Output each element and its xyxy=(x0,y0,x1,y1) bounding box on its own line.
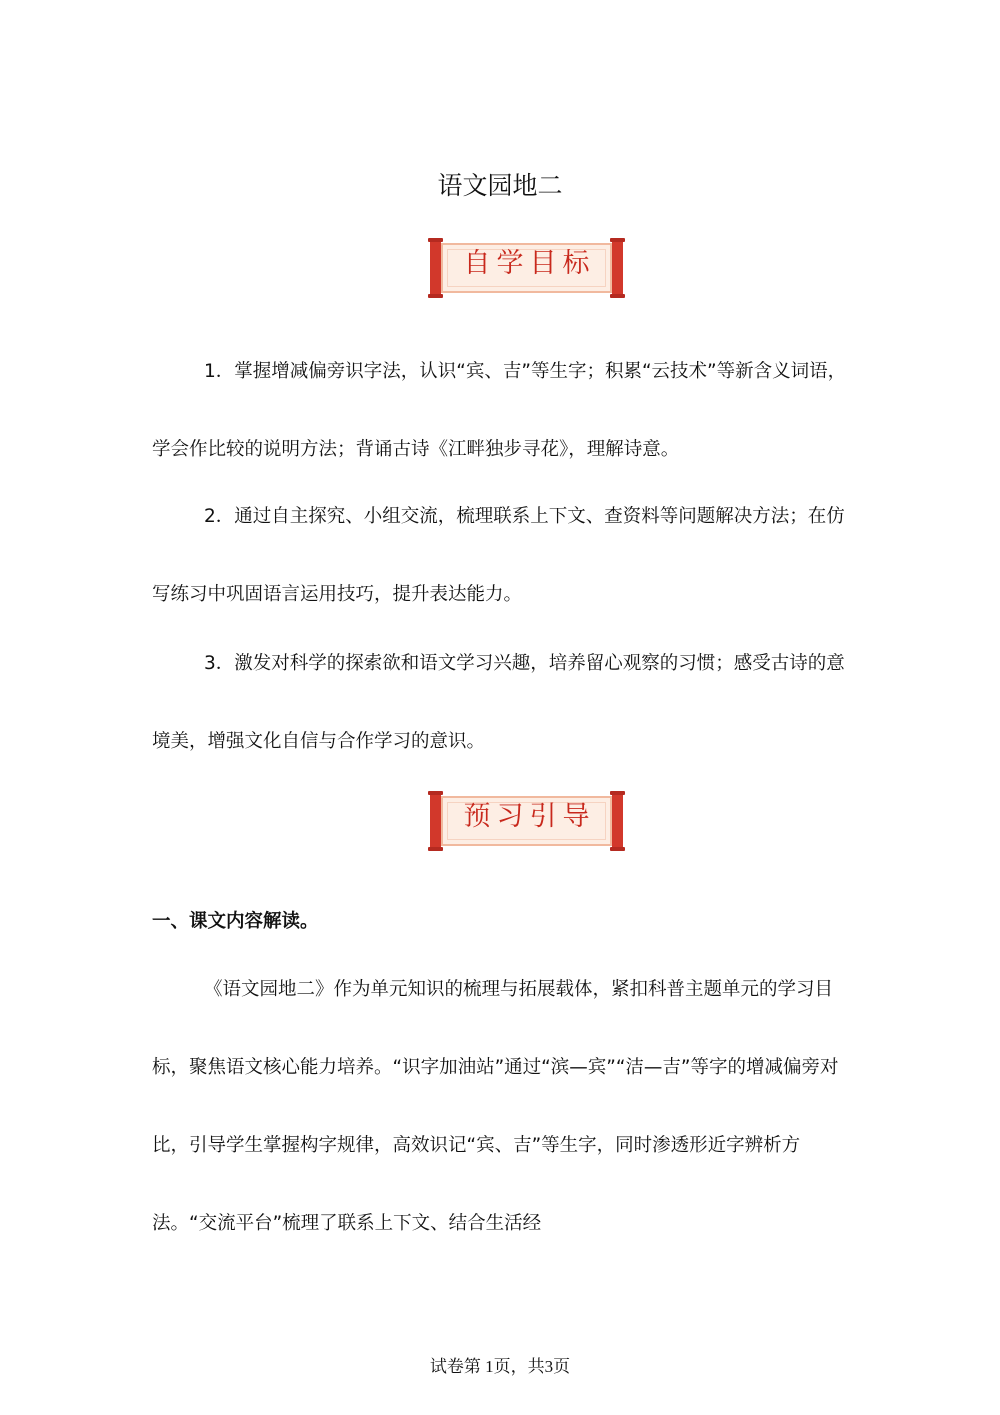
preview-banner-label: 预习引导 xyxy=(463,801,596,832)
preview-banner xyxy=(430,792,623,850)
goal-item-3: 3．激发对科学的探索欲和语文学习兴趣，培养留心观察的习惯；感受古诗的意境美，增强文化自信与合作学习的意识。 xyxy=(152,653,845,752)
section-paragraph: 《语文园地二》作为单元知识的梳理与拓展载体，紧扣科普主题单元的学习目标，聚焦语文核心能力培养。“识字加油站”通过“滨—宾”“洁—吉”等字的增减偏旁对比，引导学生掌握构字规律，高效识记“宾、吉”等生字，同时渗透形近字辨析方法。“交流平台”梳理了联系上下文、结合生活经 xyxy=(152,979,839,1234)
goal-item-2: 2．通过自主探究、小组交流，梳理联系上下文、查资料等问题解决方法；在仿写练习中巩固语言运用技巧，提升表达能力。 xyxy=(152,506,845,605)
goals-banner xyxy=(430,239,623,297)
goal-item-1: 1．掌握增减偏旁识字法，认识“宾、吉”等生字；积累“云技术”等新含义词语，学会作比较的说明方法；背诵古诗《江畔独步寻花》，理解诗意。 xyxy=(152,361,847,460)
section-heading: 一、课文内容解读。 xyxy=(152,911,319,932)
page-footer: 试卷第 1页，共3页 xyxy=(429,1357,571,1376)
goals-banner-label: 自学目标 xyxy=(463,248,596,279)
page-title: 语文园地二 xyxy=(437,171,563,200)
